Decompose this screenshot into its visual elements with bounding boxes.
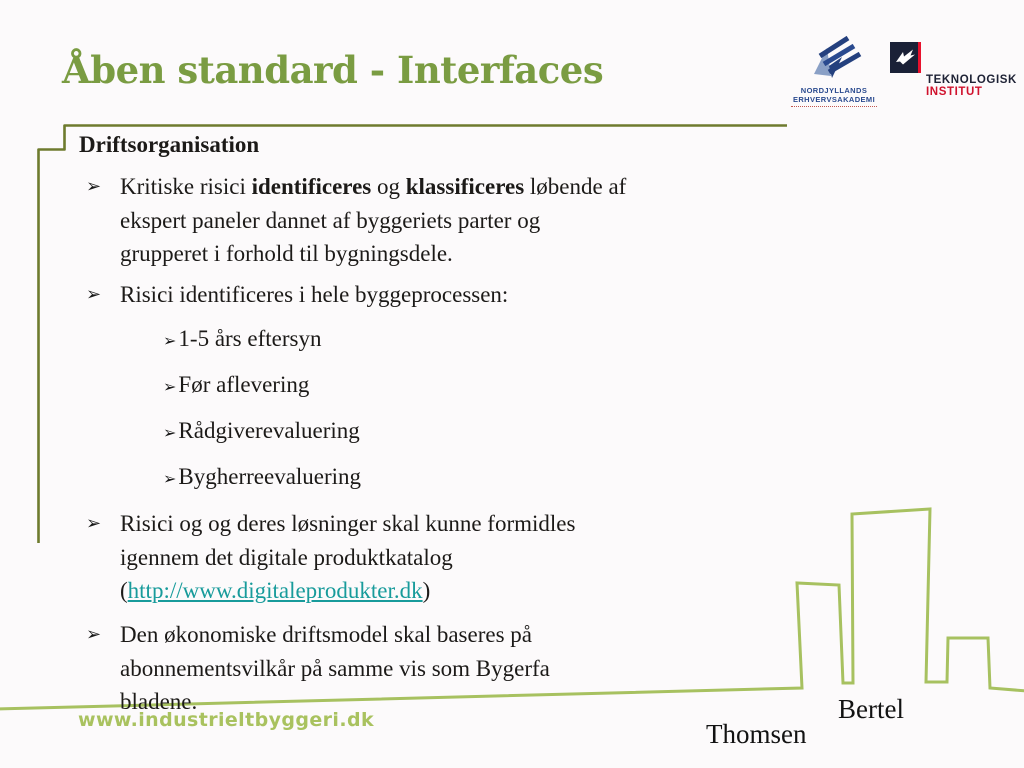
subbullet-foer-aflevering bbox=[86, 368, 843, 404]
bullet-text: Risici identificeres i hele byggeprocessen: bbox=[120, 282, 509, 307]
ti-logo-name-line1: TEKNOLOGISK bbox=[926, 74, 1017, 86]
bullet-arrow-icon: ➢ bbox=[86, 624, 102, 645]
text-line: grupperet i forhold til bygningsdele. bbox=[120, 241, 453, 266]
subbullet-text: Bygherreevaluering bbox=[178, 464, 362, 489]
text-line: igennem det digitale produktkatalog bbox=[120, 544, 453, 570]
bullet-risici-identificeres bbox=[86, 278, 766, 312]
subbullet-text: Rådgiverevaluering bbox=[178, 418, 360, 443]
bullet-text bbox=[120, 170, 766, 271]
ne-logo bbox=[786, 24, 882, 107]
text-segment-bold: identificeres bbox=[251, 174, 372, 199]
subbullet-arrow-icon: ➢ bbox=[163, 469, 177, 488]
ne-logo-icon bbox=[786, 24, 882, 82]
bullet-kritiske-risici bbox=[86, 170, 766, 271]
text-segment: Kritiske risici bbox=[120, 174, 252, 199]
text-line: Risici og og deres løsninger skal kunne formidles bbox=[120, 511, 576, 536]
page-title: Åben standard - Interfaces bbox=[62, 48, 604, 92]
text-segment: og bbox=[371, 174, 406, 199]
ne-logo-name-line2: ERHVERVSAKADEMI bbox=[792, 94, 876, 104]
ne-logo-name-line1: NORDJYLLANDS bbox=[800, 86, 868, 95]
ti-bird-icon bbox=[890, 42, 921, 73]
bullet-driftsmodel bbox=[86, 618, 766, 719]
section-heading: Driftsorganisation bbox=[79, 132, 260, 157]
text-line: Den økonomiske driftsmodel skal baseres på bbox=[120, 622, 532, 647]
text-line bbox=[120, 574, 766, 608]
subbullet-raadgiverevaluering bbox=[86, 414, 843, 450]
author-name-line1: Bertel bbox=[838, 694, 904, 724]
ne-logo-tagline bbox=[791, 106, 877, 107]
bullet-text bbox=[120, 618, 766, 719]
text-segment: løbende af bbox=[524, 174, 627, 199]
text-segment-bold: klassificeres bbox=[405, 174, 525, 199]
subbullet-text: Før aflevering bbox=[178, 372, 310, 397]
author-name-line2: Thomsen bbox=[706, 719, 807, 749]
ti-logo-name-line2: INSTITUT bbox=[926, 85, 983, 98]
bullet-arrow-icon: ➢ bbox=[86, 284, 102, 305]
subbullet-arrow-icon: ➢ bbox=[163, 331, 177, 350]
subbullet-arrow-icon: ➢ bbox=[163, 377, 177, 396]
text-segment: ( bbox=[120, 578, 128, 603]
bullet-arrow-icon: ➢ bbox=[86, 513, 102, 534]
subbullet-bygherreevaluering bbox=[86, 460, 843, 496]
subbullet-text: 1-5 års eftersyn bbox=[178, 326, 322, 351]
text-segment: ) bbox=[422, 578, 431, 603]
text-line: bladene. bbox=[120, 689, 198, 714]
bullet-arrow-icon: ➢ bbox=[86, 176, 102, 197]
ti-logo-red-stripe bbox=[918, 42, 921, 73]
subbullet-eftersyn bbox=[86, 322, 843, 358]
text-line: abonnementsvilkår på samme vis som Bygerfa bbox=[120, 655, 550, 681]
text-line: ekspert paneler dannet af byggeriets parter og bbox=[120, 207, 541, 233]
digitaleprodukter-link[interactable]: http://www.digitaleprodukter.dk bbox=[127, 578, 423, 603]
website-url: www.industrieltbyggeri.dk bbox=[78, 709, 374, 731]
ti-logo bbox=[890, 42, 1017, 98]
subbullet-arrow-icon: ➢ bbox=[163, 423, 177, 442]
ti-logo-icon bbox=[890, 42, 921, 73]
bullet-produktkatalog bbox=[86, 507, 766, 608]
bullet-text bbox=[120, 507, 766, 608]
